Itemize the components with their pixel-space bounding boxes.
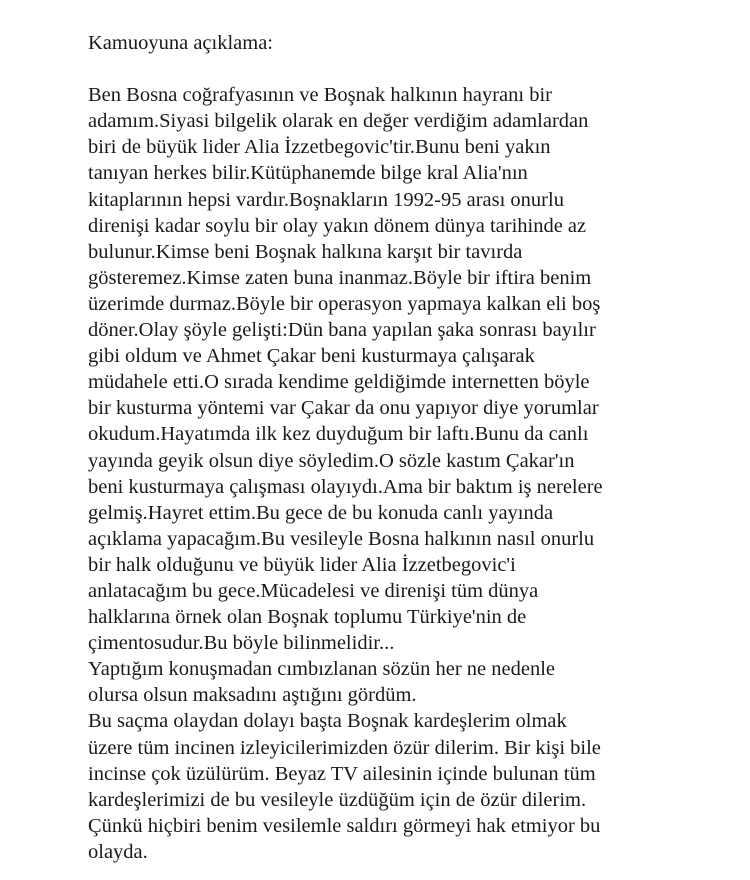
text-line: üzere tüm incinen izleyicilerimizden özür dilerim. Bir kişi bile: [88, 736, 601, 759]
statement-document: [88, 30, 748, 865]
text-line: Çünkü hiçbiri benim vesilemle saldırı görmeyi hak etmiyor bu: [88, 814, 601, 837]
text-line: çimentosudur.Bu böyle bilinmelidir...: [88, 632, 395, 655]
text-line: olursa olsun maksadını aştığını gördüm.: [88, 684, 417, 707]
text-line: müdahele etti.O sırada kendime geldiğimde internetten böyle: [88, 371, 590, 394]
document-title: Kamuoyuna açıklama:: [88, 32, 274, 54]
text-line: üzerimde durmaz.Böyle bir operasyon yapmaya kalkan eli boş: [88, 292, 601, 315]
text-line: bir kusturma yöntemi var Çakar da onu yapıyor diye yorumlar: [88, 397, 599, 420]
text-line: Bu saçma olaydan dolayı başta Boşnak kardeşlerim olmak: [88, 710, 567, 733]
text-line: döner.Olay şöyle gelişti:Dün bana yapılan şaka sonrası bayılır: [88, 319, 596, 342]
text-line: direnişi kadar soylu bir olay yakın dönem dünya tarihinde az: [88, 214, 587, 237]
text-line: bulunur.Kimse beni Boşnak halkına karşıt bir tavırda: [88, 240, 523, 263]
text-line: adamım.Siyasi bilgelik olarak en değer verdiğim adamlardan: [88, 110, 589, 133]
text-line: halklarına örnek olan Boşnak toplumu Türkiye'nin de: [88, 606, 527, 629]
text-line: bir halk olduğunu ve büyük lider Alia İzzetbegovic'i: [88, 553, 516, 576]
text-line: beni kusturmaya çalışması olayıydı.Ama bir baktım iş nerelere: [88, 475, 603, 498]
text-line: incinse çok üzülürüm. Beyaz TV ailesinin içinde bulunan tüm: [88, 762, 596, 785]
text-line: kardeşlerimizi de bu vesileyle üzdüğüm için de özür dilerim.: [88, 788, 587, 811]
text-line: gelmiş.Hayret ettim.Bu gece de bu konuda canlı yayında: [88, 501, 554, 524]
text-line: gibi oldum ve Ahmet Çakar beni kusturmaya çalışarak: [88, 345, 535, 368]
text-line: tanıyan herkes bilir.Kütüphanemde bilge kral Alia'nın: [88, 162, 528, 185]
text-line: yayında geyik olsun diye söyledim.O sözle kastım Çakar'ın: [88, 449, 575, 472]
text-line: okudum.Hayatımda ilk kez duyduğum bir laftı.Bunu da canlı: [88, 423, 589, 446]
text-line: açıklama yapacağım.Bu vesileyle Bosna halkının nasıl onurlu: [88, 527, 595, 550]
text-line: biri de büyük lider Alia İzzetbegovic'tir.Bunu beni yakın: [88, 136, 551, 159]
text-line: olayda.: [88, 840, 148, 863]
text-line: Ben Bosna coğrafyasının ve Boşnak halkının hayranı bir: [88, 84, 552, 107]
text-line: gösteremez.Kimse zaten buna inanmaz.Böyle bir iftira benim: [88, 266, 592, 289]
text-line: anlatacağım bu gece.Mücadelesi ve direnişi tüm dünya: [88, 579, 539, 602]
text-line: Yaptığım konuşmadan cımbızlanan sözün her ne nedenle: [88, 658, 556, 681]
text-line: kitaplarının hepsi vardır.Boşnakların 1992-95 arası onurlu: [88, 188, 564, 211]
